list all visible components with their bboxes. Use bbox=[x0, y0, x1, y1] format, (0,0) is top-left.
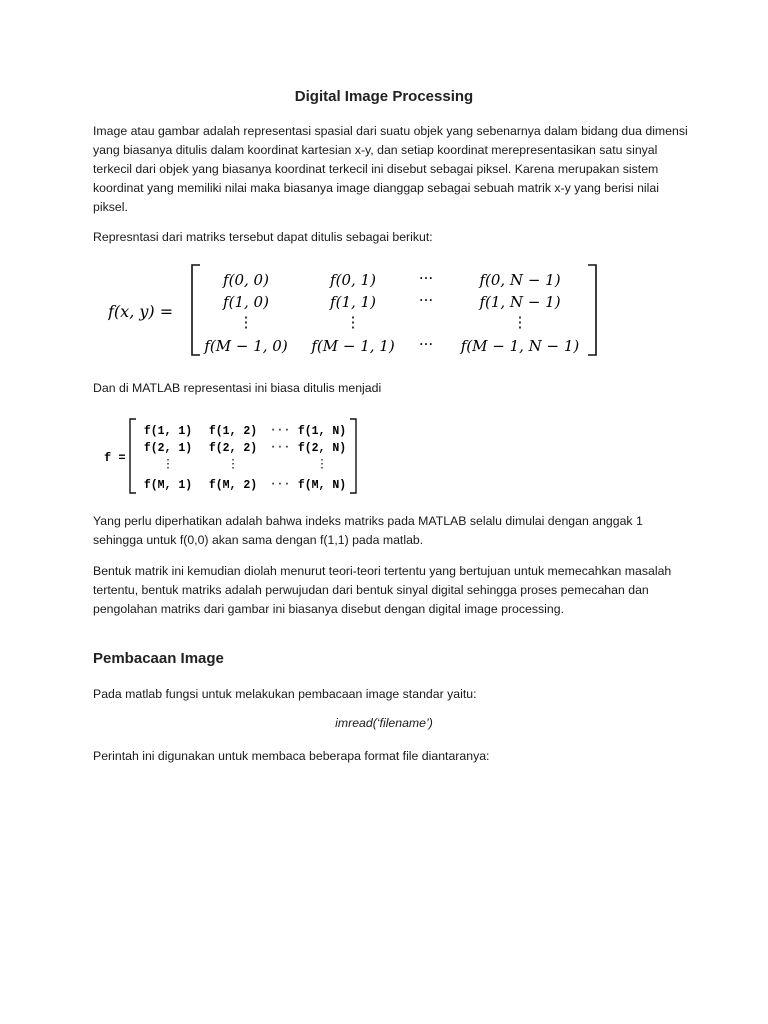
paragraph-formats: Perintah ini digunakan untuk membaca beberapa format file diantaranya: bbox=[93, 749, 490, 763]
paragraph-matlab-index: Yang perlu diperhatikan adalah bahwa indeks matriks pada MATLAB selalu dimulai dengan anggak 1 sehingga untuk f(0,0) akan sama dengan f(1,1) pada matlab. bbox=[93, 514, 643, 547]
eq2-cell: ⋮ bbox=[162, 458, 174, 471]
section-heading: Pembacaan Image bbox=[93, 650, 224, 667]
eq1-cell: ··· bbox=[418, 335, 434, 353]
eq1-cell: f(0, 0) bbox=[223, 271, 269, 289]
eq1-cell: ⋮ bbox=[512, 313, 528, 331]
eq1-cell: ⋮ bbox=[345, 313, 361, 331]
eq2-left-bracket bbox=[130, 419, 136, 493]
eq2-cell: f(M, 2) bbox=[208, 479, 258, 492]
paragraph-processing: Bentuk matrik ini kemudian diolah menurut teori-teori tertentu yang bertujuan untuk memecahkan masalah tertentu, bentuk matriks adalah perwujudan dari bentuk sinyal digital sehingga proses pemecahan dan pengolahan matriks dari gambar ini biasanya disebut dengan digital image processing. bbox=[93, 564, 672, 616]
eq2-right-bracket bbox=[350, 419, 356, 493]
eq1-cell: f(1, 0) bbox=[223, 293, 269, 311]
matrix-equation-matlab bbox=[100, 413, 365, 499]
matrix-equation-general bbox=[108, 255, 608, 363]
eq1-right-bracket bbox=[588, 265, 596, 355]
eq2-cell: f(M, 1) bbox=[143, 479, 193, 492]
eq2-cell: f(1, N) bbox=[297, 425, 347, 438]
eq2-cell: ⋮ bbox=[227, 458, 239, 471]
eq1-cell: f(M − 1, 0) bbox=[204, 337, 288, 355]
eq1-cell: f(0, 1) bbox=[330, 271, 376, 289]
eq1-cell: ··· bbox=[418, 291, 434, 309]
eq2-cell: ··· bbox=[269, 424, 291, 437]
eq2-cell: f(2, N) bbox=[297, 442, 347, 455]
page-title: Digital Image Processing bbox=[294, 88, 474, 105]
paragraph-matrix-intro: Represntasi dari matriks tersebut dapat ditulis sebagai berikut: bbox=[93, 230, 433, 244]
eq1-cell: ⋮ bbox=[238, 313, 254, 331]
eq2-cell: f(M, N) bbox=[297, 479, 347, 492]
eq2-cell: ⋮ bbox=[316, 458, 328, 471]
eq1-cell: f(M − 1, 1) bbox=[311, 337, 395, 355]
eq1-cell: f(1, N − 1) bbox=[479, 293, 561, 311]
paragraph-matlab-intro: Dan di MATLAB representasi ini biasa ditulis menjadi bbox=[93, 381, 382, 395]
eq2-cell: f(2, 1) bbox=[143, 442, 193, 455]
eq1-cell: f(1, 1) bbox=[330, 293, 376, 311]
paragraph-read-function: Pada matlab fungsi untuk melakukan pembacaan image standar yaitu: bbox=[93, 687, 477, 701]
eq2-lhs: f = bbox=[104, 451, 126, 465]
eq1-cell: f(0, N − 1) bbox=[479, 271, 561, 289]
eq1-lhs: f(x, y) = bbox=[108, 302, 174, 321]
eq2-cell: f(1, 1) bbox=[143, 425, 193, 438]
eq1-cell: f(M − 1, N − 1) bbox=[460, 337, 580, 355]
code-imread: imread(‘filename’) bbox=[335, 716, 433, 730]
eq2-cell: f(2, 2) bbox=[208, 442, 258, 455]
paragraph-intro: Image atau gambar adalah representasi spasial dari suatu objek yang sebenarnya dalam bidang dua dimensi yang biasanya ditulis dalam koordinat kartesian x-y, dan setiap koordinat merepresentasikan satu sinyal terkecil dari objek yang biasanya koordinat terkecil ini disebut sebagai piksel. Karena merupakan sistem koordinat yang memiliki nilai maka biasanya image dianggap sebagai sebuah matrik x-y yang berisi nilai piksel. bbox=[93, 124, 688, 214]
eq2-cell: ··· bbox=[269, 441, 291, 454]
eq2-cell: f(1, 2) bbox=[208, 425, 258, 438]
eq2-cell: ··· bbox=[269, 478, 291, 491]
eq1-left-bracket bbox=[192, 265, 200, 355]
eq1-cell: ··· bbox=[418, 269, 434, 287]
